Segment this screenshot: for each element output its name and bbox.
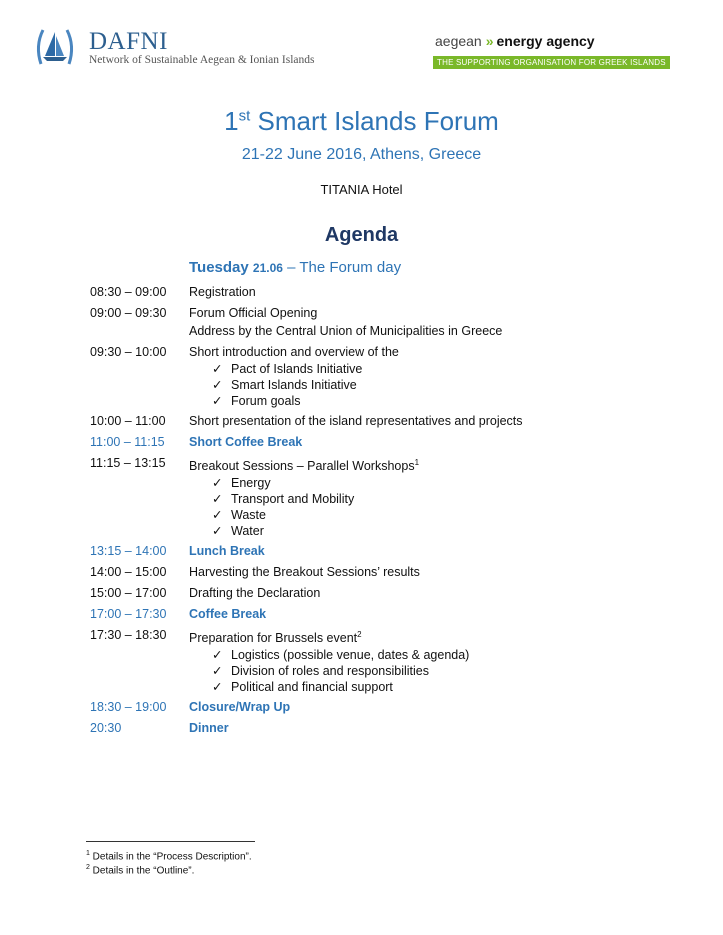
footnote-number: 1: [86, 850, 90, 857]
ship-wreath-icon: [33, 24, 77, 68]
agenda-row: [90, 343, 690, 409]
checklist-item-text: Smart Islands Initiative: [231, 378, 357, 392]
row-content: [189, 343, 690, 409]
footnote-1: [86, 850, 252, 862]
checklist-item-text: Pact of Islands Initiative: [231, 362, 363, 376]
agenda-table: [90, 283, 690, 740]
footnote-text: Details in the “Outline”.: [89, 865, 195, 877]
checkmark-icon: ✓: [212, 394, 223, 408]
row-time: 20:30: [90, 721, 122, 736]
checklist-item: [189, 523, 690, 539]
checklist-item: [189, 679, 690, 695]
row-line-text: Coffee Break: [189, 607, 267, 622]
row-line: [189, 304, 690, 322]
day-dash: –: [282, 259, 300, 276]
checkmark-icon: ✓: [212, 362, 223, 376]
row-content: [189, 584, 690, 602]
row-line: [189, 698, 690, 716]
row-line-text: Address by the Central Union of Municipalities in Greece: [189, 324, 503, 338]
checkmark-icon: ✓: [212, 378, 223, 392]
agenda-row: [90, 698, 690, 716]
row-time: 09:30 – 10:00: [90, 345, 167, 359]
agenda-row: [90, 283, 690, 301]
page-title: [0, 106, 723, 137]
row-content: [189, 563, 690, 581]
checklist-item-text: Division of roles and responsibilities: [231, 664, 430, 679]
agenda-row: [90, 304, 690, 340]
checkmark-icon: ✓: [212, 492, 223, 507]
row-line-text: Forum Official Opening: [189, 306, 318, 320]
checklist-item: [189, 361, 690, 377]
row-line-text: Short Coffee Break: [189, 435, 303, 449]
row-line: [189, 433, 690, 451]
agenda-row: [90, 626, 690, 695]
row-line-text: Short introduction and overview of the: [189, 345, 399, 359]
day-label: The Forum day: [299, 259, 402, 276]
title-text: Smart Islands Forum: [257, 106, 499, 136]
title-ordinal: 1: [224, 106, 239, 136]
dafni-subtitle: Network of Sustainable Aegean & Ionian Islands: [89, 54, 315, 66]
checklist-item-text: Political and financial support: [231, 680, 393, 695]
row-line: [189, 605, 690, 623]
row-time: 11:15 – 13:15: [90, 456, 166, 470]
day-heading: [189, 259, 401, 276]
agenda-row: [90, 719, 690, 737]
row-time: 14:00 – 15:00: [90, 565, 167, 580]
checklist-item-text: Waste: [231, 508, 266, 523]
event-dates: 21-22 June 2016, Athens, Greece: [241, 146, 482, 163]
checkmark-icon: ✓: [212, 508, 223, 523]
day-weekday: Tuesday: [189, 259, 249, 276]
row-time: 08:30 – 09:00: [90, 285, 167, 299]
row-content: [189, 626, 690, 695]
agenda-row: [90, 454, 690, 539]
row-line: [189, 454, 690, 475]
agenda-row: [90, 412, 690, 430]
row-line-text: Dinner: [189, 721, 229, 736]
dafni-name: DAFNI: [89, 28, 168, 55]
footnote-ref: 2: [357, 630, 362, 640]
row-line: [189, 563, 690, 581]
row-time: 10:00 – 11:00: [90, 414, 166, 428]
row-line-text: Closure/Wrap Up: [189, 700, 291, 715]
checkmark-icon: ✓: [212, 476, 223, 491]
row-content: [189, 719, 690, 737]
aea-tagline: THE SUPPORTING ORGANISATION FOR GREEK ISLANDS: [433, 56, 670, 69]
row-content: [189, 283, 690, 301]
row-content: [189, 304, 690, 340]
agenda-heading: Agenda: [324, 224, 399, 246]
row-content: [189, 433, 690, 451]
checklist-item: [189, 647, 690, 663]
row-line: [189, 584, 690, 602]
row-line: [189, 626, 690, 647]
checklist-item-text: Water: [231, 524, 264, 539]
checklist-item-text: Forum goals: [231, 394, 301, 408]
footnote-number: 2: [86, 864, 90, 871]
row-line-text: Preparation for Brussels event: [189, 631, 358, 646]
row-time: 15:00 – 17:00: [90, 586, 167, 601]
title-ordinal-suffix: st: [238, 107, 251, 125]
checklist-item: [189, 663, 690, 679]
footnote-2: [86, 864, 194, 876]
checklist-item-text: Logistics (possible venue, dates & agenda): [231, 648, 470, 663]
row-line-text: Lunch Break: [189, 544, 265, 559]
agenda-row: [90, 542, 690, 560]
row-line: [189, 542, 690, 560]
row-time: 17:30 – 18:30: [90, 628, 167, 643]
row-content: [189, 454, 690, 539]
checkmark-icon: ✓: [212, 664, 223, 679]
row-content: [189, 412, 690, 430]
agenda-row: [90, 605, 690, 623]
row-line-text: Breakout Sessions – Parallel Workshops: [189, 459, 415, 474]
agenda-row: [90, 584, 690, 602]
checklist-item: [189, 377, 690, 393]
row-content: [189, 542, 690, 560]
checklist-item: [189, 507, 690, 523]
footnote-divider: [86, 841, 255, 842]
row-content: [189, 605, 690, 623]
row-line-text: Drafting the Declaration: [189, 586, 321, 601]
row-line: [189, 719, 690, 737]
row-time: 13:15 – 14:00: [90, 544, 167, 559]
row-time: 18:30 – 19:00: [90, 700, 167, 715]
row-line: [189, 412, 690, 430]
row-time: 11:00 – 11:15: [90, 435, 165, 449]
checkmark-icon: ✓: [212, 648, 223, 663]
row-line: [189, 343, 690, 361]
row-time: 09:00 – 09:30: [90, 306, 167, 320]
row-line-text: Harvesting the Breakout Sessions’ results: [189, 565, 420, 580]
checklist-item-text: Transport and Mobility: [231, 492, 355, 507]
checklist-item-text: Energy: [231, 476, 271, 491]
row-content: [189, 698, 690, 716]
aea-energy: energy agency: [496, 33, 595, 49]
row-line: [189, 322, 690, 340]
aea-aegean: aegean: [435, 33, 482, 49]
checklist-item: [189, 475, 690, 491]
agenda-row: [90, 563, 690, 581]
checkmark-icon: ✓: [212, 680, 223, 695]
row-time: 17:00 – 17:30: [90, 607, 167, 622]
dafni-logo: [33, 22, 315, 72]
checklist-item: [189, 393, 690, 409]
checkmark-icon: ✓: [212, 524, 223, 539]
footnote-ref: 1: [414, 458, 420, 467]
row-line-text: Short presentation of the island representatives and projects: [189, 414, 523, 428]
chevrons-icon: »: [485, 33, 491, 49]
checklist-item: [189, 491, 690, 507]
row-line: [189, 283, 690, 301]
venue: TITANIA Hotel: [320, 182, 403, 197]
row-line-text: Registration: [189, 285, 256, 299]
aegean-energy-agency-logo: [415, 25, 666, 75]
day-date: 21.06: [252, 261, 283, 275]
agenda-row: [90, 433, 690, 451]
footnote-text: Details in the “Process Description”.: [89, 851, 252, 863]
